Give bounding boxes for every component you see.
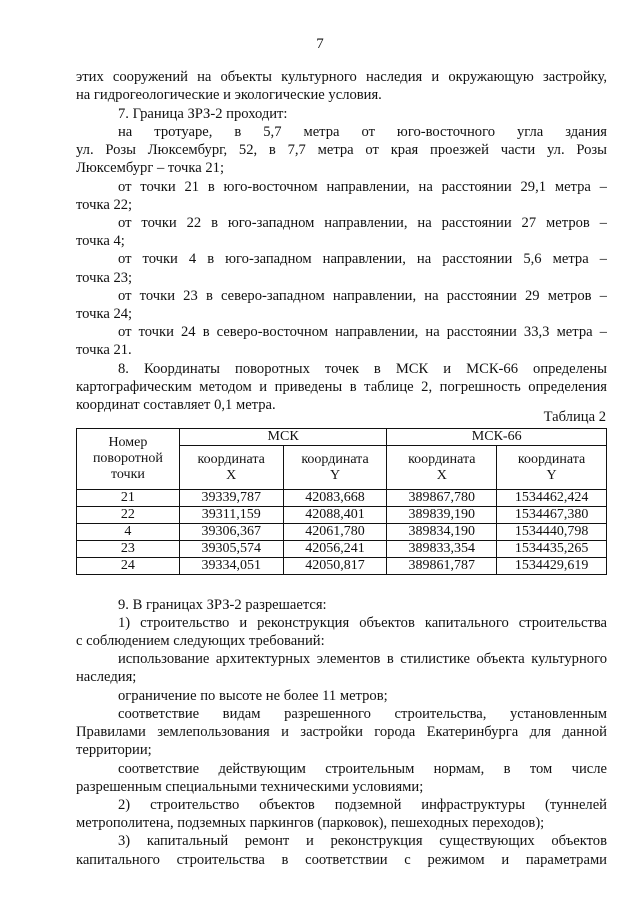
cell-msk-y: 42061,780 [283, 524, 387, 541]
cell-msk66-y: 1534462,424 [497, 490, 607, 507]
cell-point: 4 [77, 524, 180, 541]
table-header-row [77, 429, 607, 446]
text-line: картографическим методом и приведены в таблице 2, погрешность определения [76, 379, 607, 395]
header-msk: МСК [179, 429, 387, 446]
text-line: 2) строительство объектов подземной инфраструктуры (туннелей [118, 797, 607, 813]
cell-msk-x: 39334,051 [179, 558, 283, 575]
cell-msk66-y: 1534429,619 [497, 558, 607, 575]
header-msk66-x [387, 446, 497, 490]
text-line: от точки 4 в юго-западном направлении, на расстоянии 5,6 метра – [118, 251, 607, 267]
axis-y-label: Y [546, 467, 557, 483]
cell-msk66-x: 389867,780 [387, 490, 497, 507]
text-line: соответствие видам разрешенного строительства, установленным [118, 706, 607, 722]
text-line: на гидрогеологические и экологические условия. [76, 87, 382, 103]
cell-msk66-x: 389834,190 [387, 524, 497, 541]
coord-label: координата [517, 451, 586, 467]
text-line: точка 22; [76, 197, 133, 213]
axis-x-label: X [436, 467, 447, 483]
coord-label: координата [301, 451, 369, 467]
text-line: 1) строительство и реконструкция объектов капитального строительства [118, 615, 607, 631]
cell-point: 21 [77, 490, 180, 507]
cell-msk-y: 42088,401 [283, 507, 387, 524]
text-line: с соблюдением следующих требований: [76, 633, 325, 649]
coord-label: координата [197, 451, 265, 467]
cell-msk-y: 42056,241 [283, 541, 387, 558]
cell-msk66-x: 389861,787 [387, 558, 497, 575]
cell-msk-y: 42050,817 [283, 558, 387, 575]
text-line: метрополитена, подземных паркингов (парковок), пешеходных переходов); [76, 815, 545, 831]
text-line: территории; [76, 742, 152, 758]
cell-point: 23 [77, 541, 180, 558]
cell-msk-x: 39311,159 [179, 507, 283, 524]
cell-point: 24 [77, 558, 180, 575]
text-line: точка 23; [76, 270, 133, 286]
text-line: соответствие действующим строительным нормам, в том числе [118, 761, 607, 777]
text-line: от точки 24 в северо-восточном направлении, на расстоянии 33,3 метра – [118, 324, 607, 340]
text-line: разрешенным специальными техническими условиями; [76, 779, 424, 795]
table-row [77, 558, 607, 575]
table-row [77, 541, 607, 558]
header-msk-x [179, 446, 283, 490]
header-msk66: МСК-66 [387, 429, 607, 446]
cell-msk66-x: 389839,190 [387, 507, 497, 524]
text-line: на тротуаре, в 5,7 метра от юго-восточного угла здания [118, 124, 607, 140]
cell-msk-x: 39305,574 [179, 541, 283, 558]
table-row [77, 507, 607, 524]
header-point-number: Номер поворотной точки [77, 429, 180, 490]
cell-msk-y: 42083,668 [283, 490, 387, 507]
cell-msk66-y: 1534467,380 [497, 507, 607, 524]
section-8-heading: 8. Координаты поворотных точек в МСК и МСК-66 определены [118, 361, 607, 377]
text-line: от точки 22 в юго-западном направлении, на расстоянии 27 метров – [118, 215, 607, 231]
table-row [77, 524, 607, 541]
header-msk66-y [497, 446, 607, 490]
text-line: использование архитектурных элементов в стилистике объекта культурного [118, 651, 607, 667]
cell-msk66-x: 389833,354 [387, 541, 497, 558]
text-line: ул. Розы Люксембург, 52, в 7,7 метра от края проезжей части ул. Розы [76, 142, 607, 158]
text-line: этих сооружений на объекты культурного наследия и окружающую застройку, [76, 69, 607, 85]
text-line: от точки 21 в юго-восточном направлении, на расстоянии 29,1 метра – [118, 179, 607, 195]
cell-msk66-y: 1534440,798 [497, 524, 607, 541]
section-7-heading: 7. Граница ЗРЗ-2 проходит: [118, 106, 288, 122]
text-line: точка 21. [76, 342, 132, 358]
text-line: от точки 23 в северо-западном направлении, на расстоянии 29 метров – [118, 288, 607, 304]
text-line: наследия; [76, 669, 137, 685]
axis-x-label: X [226, 467, 237, 483]
table-row [77, 490, 607, 507]
text-line: координат составляет 0,1 метра. [76, 397, 276, 413]
text-line: капитального строительства в соответствии с режимом и параметрами [76, 852, 607, 868]
cell-msk-x: 39306,367 [179, 524, 283, 541]
text-line: ограничение по высоте не более 11 метров; [118, 688, 388, 704]
text-line: точка 4; [76, 233, 125, 249]
text-line: Люксембург – точка 21; [76, 160, 225, 176]
coordinates-table [76, 428, 607, 575]
text-line: точка 24; [76, 306, 133, 322]
page-number: 7 [316, 36, 324, 52]
coord-label: координата [408, 451, 476, 467]
cell-msk-x: 39339,787 [179, 490, 283, 507]
text-line: Правилами землепользования и застройки города Екатеринбурга для данной [76, 724, 607, 740]
axis-y-label: Y [329, 467, 341, 483]
section-9-heading: 9. В границах ЗРЗ-2 разрешается: [118, 597, 327, 613]
header-msk-y [283, 446, 387, 490]
text-line: 3) капитальный ремонт и реконструкция существующих объектов [118, 833, 607, 849]
table-caption: Таблица 2 [543, 409, 606, 425]
cell-msk66-y: 1534435,265 [497, 541, 607, 558]
cell-point: 22 [77, 507, 180, 524]
